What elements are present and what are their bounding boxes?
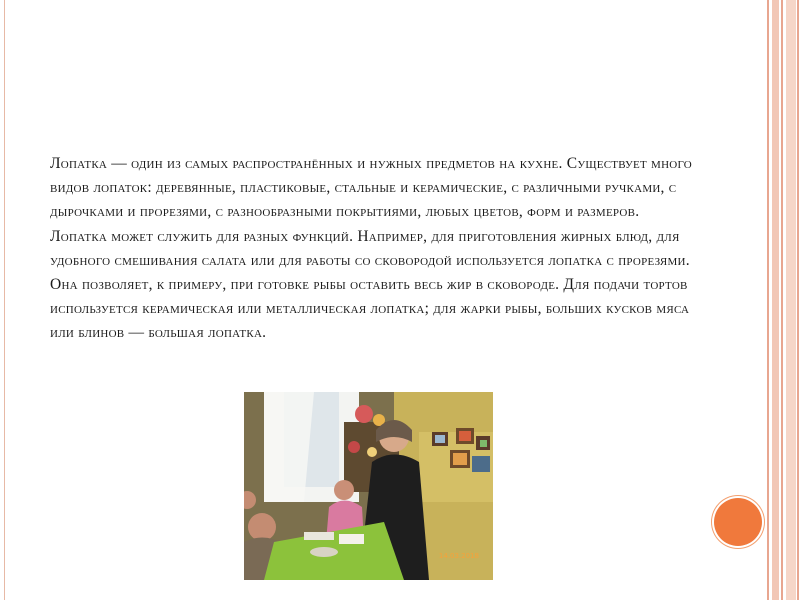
photo-date-stamp: 14.03.2018 [438, 552, 479, 560]
decorative-stripe [786, 0, 796, 600]
decorative-stripe [767, 0, 769, 600]
decorative-stripe [772, 0, 779, 600]
decorative-stripe [781, 0, 783, 600]
left-border-line [4, 0, 5, 600]
term: Лопатка [50, 155, 108, 172]
body-text [50, 152, 700, 346]
decorative-stripe [797, 0, 799, 600]
definition-text: — один из самых распространённых и нужных предметов на кухне. Существует много видов лопаток: деревянные, пластиковые, стальные и керамические, с различными ручками, с дырочками и прорезями, с разнообразными покрытиями, любых цветов, форм и размеров. [50, 155, 692, 221]
paragraph-definition [50, 152, 700, 225]
classroom-photo [244, 392, 493, 580]
paragraph-functions: Лопатка может служить для разных функций. Например, для приготовления жирных блюд, для удобного смешивания салата или для работы со сковородой используется лопатка с прорезями. Она позволяет, к примеру, при готовке рыбы оставить весь жир в сковороде. Для подачи тортов используется керамическая или металлическая лопатка; для жарки рыбы, больших кусков мяса или блинов — большая лопатка. [50, 227, 690, 342]
decorative-circle [714, 498, 762, 546]
